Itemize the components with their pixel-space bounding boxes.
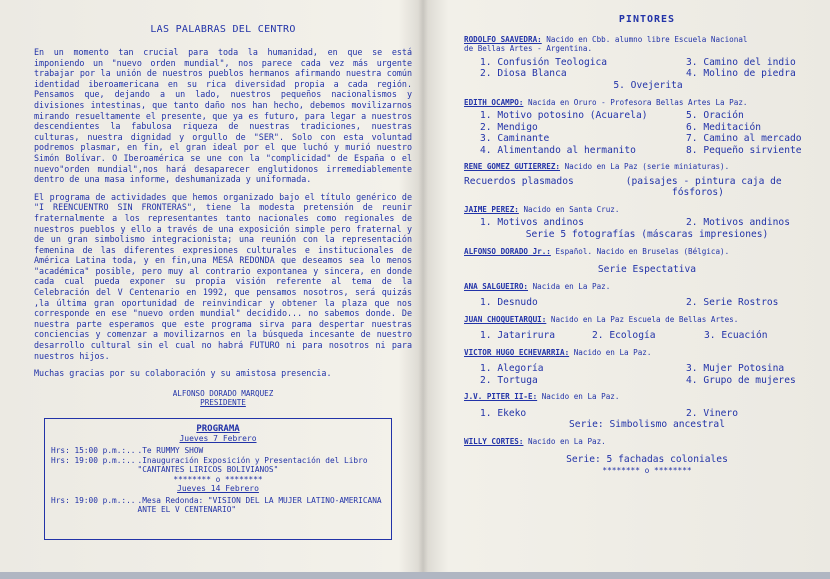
artist-heading xyxy=(464,437,830,446)
artwork-list xyxy=(464,297,830,309)
artist-heading xyxy=(464,162,830,171)
artist-info: Nacida en La Paz. xyxy=(528,281,611,291)
artist-entry xyxy=(464,205,830,241)
artist-heading xyxy=(464,348,830,357)
artwork-item: 3. Mujer Potosina xyxy=(686,362,785,374)
artist-heading xyxy=(464,35,830,54)
artist-name: J.V. PITER II-E: xyxy=(464,392,538,402)
background-surface xyxy=(0,572,830,579)
artwork-item: 4. Molino de piedra xyxy=(686,68,796,80)
event-description: .Mesa Redonda: "VISION DEL LA MUJER LATINO-AMERICANA ANTE EL V CENTENARIO" xyxy=(137,495,382,515)
left-page-title: LAS PALABRAS DEL CENTRO xyxy=(150,24,296,35)
artwork-item: 3. Camino del indio xyxy=(686,56,796,68)
closing-separator: ******** o ******** xyxy=(602,465,692,475)
artist-info: Nacido en Cbb. alumno libre Escuela Nacional de Bellas Artes - Argentina. xyxy=(464,35,748,54)
artist-info: Nacido en La Paz Escuela de Bellas Artes. xyxy=(546,314,739,324)
artwork-item: 1. Jatarirura xyxy=(480,329,556,341)
artist-heading xyxy=(464,315,830,324)
event-time: Hrs: 19:00 p.m.:.. xyxy=(51,495,136,505)
programa-day-1: Jueves 7 Febrero xyxy=(179,434,257,443)
artist-name: ALFONSO DORADO Jr.: xyxy=(464,246,551,256)
artwork-item: 4. Grupo de mujeres xyxy=(686,374,796,386)
intro-paragraph: En un momento tan crucial para toda la humanidad, en que se está imponiendo un "nuevo orden mundial", nos parece cada vez más urgente trabajar por la unión de nuestros pueblos hermanos afirmando nuestra común identidad iberoamericana en su rica diversidad propia a cada región. Pensamos que, dejando a un lado, nuestros pequeños nacionalismos y divisiones intestinas, que tanto daño nos han hecho, debemos movilizarnos mirando resueltamente el presente, que ya es futuro, para legar a nuestros descendientes la fabulosa riqueza de nuestras tradiciones, nuestras culturas, nuestra dignidad y orgullo de "SER". Solo con esta voluntad podremos plasmar, en fin, el gran ideal por el que luchó y murió nuestro Simón Bolívar. O Iberoamérica se une con la "complicidad" de España o el nuevo"orden mundial",nos hará desaparecer englutidonos irremediablemente dentro de una masa informe, deshumanizada y uniformada. xyxy=(34,47,412,185)
artist-entry xyxy=(464,162,830,199)
artist-heading xyxy=(464,205,830,214)
artwork-item: 5. Ovejerita xyxy=(613,80,683,91)
artist-entry xyxy=(464,392,830,431)
artwork-item: 6. Meditación xyxy=(686,121,762,133)
artwork-item: 1. Motivo potosino (Acuarela) xyxy=(480,110,648,121)
artist-info: Nacido en Santa Cruz. xyxy=(518,204,620,214)
center-fold xyxy=(418,0,428,572)
artist-info: Nacido en La Paz. xyxy=(523,436,606,446)
artist-name: RENE GOMEZ GUTIERREZ: xyxy=(464,162,561,172)
artwork-item: 4. Alimentando al hermanito xyxy=(480,144,636,156)
artwork-item: 3. Ecuación xyxy=(704,329,768,341)
artist-entry xyxy=(464,98,830,157)
programa-box xyxy=(44,418,392,540)
artist-name: WILLY CORTES: xyxy=(464,436,524,446)
artist-info: Nacido en La Paz. xyxy=(569,347,652,357)
artwork-item: 2. Diosa Blanca xyxy=(480,68,567,80)
artwork-list xyxy=(464,408,830,420)
artist-entry xyxy=(464,35,830,92)
signature-name: ALFONSO DORADO MARQUEZ xyxy=(172,388,274,398)
programa-title: PROGRAMA xyxy=(196,424,240,434)
artwork-item: 2. Vinero xyxy=(686,407,738,419)
programa-day-2: Jueves 14 Febrero xyxy=(177,483,259,493)
artist-heading xyxy=(464,282,830,291)
artwork-item: 1. Alegoría xyxy=(480,362,544,374)
program-paragraph: El programa de actividades que hemos organizado bajo el título genérico de "I REENCUENTRO SIN FRONTERAS", tiene la modesta pretensión de reunir fraternalmente a los representantes tanto nacionales como regionales de nuestros pueblos y ello a través de una exposición simple pero fraternal y de un gran simbolismo integracionista; una reunión con la representación femenina de las diferentes expresiones culturales e institucionales de América Latina toda, y en fin,una MESA REDONDA que deseamos sea lo menos "académica" posible, pero muy al contrario expontanea y sincera, en donde cada cual pueda exponer su propia visión referente al tema de la Celebración del V Centenario en 1992, que pensamos nosotros, será quizás ,la última gran oportunidad de reinvindicar y obtener la plaza que nos corresponde en ese "nuevo orden mundial" decidido... no sabemos donde. De nuestra parte esperamos que este programa sirva para despertar nuestras conciencias y comenzar a movilizarnos en la búsqueda incesante de nuestro desarrollo cultural sin el cual no habrá FUTURO ni para nosotros ni para nuestros hijos. xyxy=(34,191,412,361)
artist-name: RODOLFO SAAVEDRA: xyxy=(464,35,542,44)
artwork-list xyxy=(464,330,830,342)
artist-heading xyxy=(464,247,830,256)
artist-info: Nacida en Oruro - Profesora Bellas Artes La Paz. xyxy=(523,97,748,107)
artwork-item: 1. Desnudo xyxy=(480,296,538,308)
artwork-item: 2. Serie Rostros xyxy=(686,296,779,308)
artwork-list xyxy=(464,217,830,229)
artwork-item: 1. Motivos andinos xyxy=(480,217,584,229)
artist-entry xyxy=(464,315,830,342)
artist-name: JUAN CHOQUETARQUI: xyxy=(464,314,547,324)
artist-info: Nacido en La Paz (serie miniaturas). xyxy=(560,162,730,172)
artist-name: JAIME PEREZ: xyxy=(464,204,519,214)
artwork-item: 7. Camino al mercado xyxy=(686,133,802,145)
event-time: Hrs: 19:00 p.m.:.. xyxy=(51,455,136,465)
artwork-series: Serie: Simbolismo ancestral xyxy=(569,419,725,431)
artwork-item: 2. Ecología xyxy=(592,329,656,341)
artist-info: Nacido en La Paz. xyxy=(537,392,620,402)
artist-heading xyxy=(464,98,830,107)
signature-role: PRESIDENTE xyxy=(200,398,246,408)
event-description: .Te RUMMY SHOW xyxy=(137,446,204,455)
artwork-item: 2. Tortuga xyxy=(480,374,538,386)
right-page xyxy=(464,14,830,481)
thanks-paragraph: Muchas gracias por su colaboración y su amistosa presencia. xyxy=(34,368,332,379)
artwork-item: 1. Ekeko xyxy=(480,407,527,419)
artwork-item: 5. Oración xyxy=(686,110,744,121)
artwork-series: Serie 5 fotografías (máscaras impresiones) xyxy=(525,228,769,240)
artwork-item: 1. Confusión Teologica xyxy=(480,56,608,68)
artwork-series: Recuerdos plasmados (paisajes - pintura caja de fósforos) xyxy=(464,175,782,199)
artist-name: ANA SALGUEIRO: xyxy=(464,281,529,291)
programa-event xyxy=(51,456,385,475)
artwork-item: 2. Motivos andinos xyxy=(686,217,790,229)
artist-entry xyxy=(464,282,830,309)
artwork-series: Serie: 5 fachadas coloniales xyxy=(566,454,728,466)
programa-event xyxy=(51,496,385,515)
left-page xyxy=(34,24,412,407)
pintores-title: PINTORES xyxy=(618,14,676,25)
programa-event xyxy=(51,446,385,456)
artist-info: Español. Nacido en Bruselas (Bélgica). xyxy=(550,246,730,256)
artwork-item: 2. Mendigo xyxy=(480,121,538,133)
artwork-item: 3. Caminante xyxy=(480,133,550,145)
signature xyxy=(34,389,412,407)
event-time: Hrs: 15:00 p.m.:.. xyxy=(51,446,136,455)
artwork-series: Serie Espectativa xyxy=(597,263,697,275)
artist-entry xyxy=(464,348,830,387)
artwork-list xyxy=(464,110,830,156)
event-description: .Inauguración Exposición y Presentación del Libro "CANTANTES LIRICOS BOLIVIANOS" xyxy=(137,455,368,475)
programa-separator: ******** o ******** xyxy=(173,474,263,484)
artist-entry xyxy=(464,247,830,276)
artist-heading xyxy=(464,392,830,401)
artist-name: EDITH OCAMPO: xyxy=(464,97,524,107)
artist-name: VICTOR HUGO ECHEVARRIA: xyxy=(464,347,570,357)
artwork-list xyxy=(464,363,830,386)
artwork-list xyxy=(464,57,830,92)
artwork-item: 8. Pequeño sirviente xyxy=(686,144,802,156)
artist-entry xyxy=(464,437,830,475)
